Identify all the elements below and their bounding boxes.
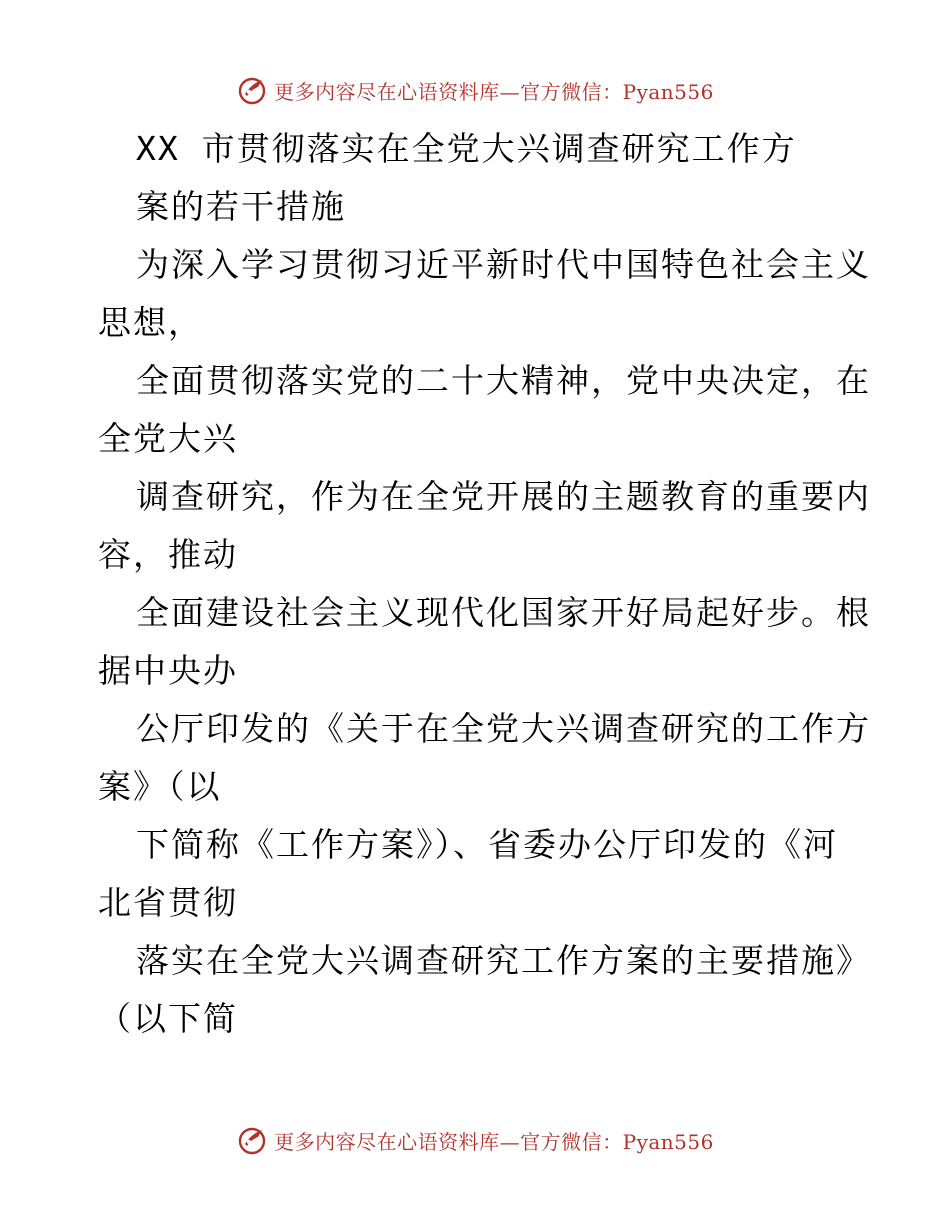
document-text-line: 为深入学习贯彻习近平新时代中国特色社会主义 xyxy=(136,245,871,284)
document-text-line: 案》（以 xyxy=(98,767,222,806)
document-text-line: 北省贯彻 xyxy=(98,883,238,922)
document-text-line: （以下简 xyxy=(98,999,238,1038)
document-text-line: 容，推动 xyxy=(98,535,238,574)
document-text-line: 全党大兴 xyxy=(98,419,238,458)
document-text-line: 案的若干措施 xyxy=(136,187,346,226)
document-text-line: 下简称《工作方案》）、省委办公厅印发的《河 xyxy=(136,825,838,864)
document-text-line: 全面贯彻落实党的二十大精神，党中央决定，在 xyxy=(136,361,871,400)
document-body xyxy=(98,120,871,1048)
header-banner-text: 更多内容尽在心语资料库—官方微信：Pyan556 xyxy=(274,79,714,104)
document-text-line: 据中央办 xyxy=(98,651,238,690)
header-banner xyxy=(0,70,950,110)
document-text-line: 全面建设社会主义现代化国家开好局起好步。根 xyxy=(136,593,871,632)
footer-banner xyxy=(0,1120,950,1160)
document-text-line: XX 市贯彻落实在全党大兴调查研究工作方 xyxy=(136,129,797,168)
document-text-line: 落实在全党大兴调查研究工作方案的主要措施》 xyxy=(136,941,871,980)
document-text-line: 思想， xyxy=(98,303,203,342)
document-text-line: 调查研究，作为在全党开展的主题教育的重要内 xyxy=(136,477,871,516)
document-text-line: 公厅印发的《关于在全党大兴调查研究的工作方 xyxy=(136,709,871,748)
pen-logo-icon xyxy=(236,74,268,106)
footer-banner-text: 更多内容尽在心语资料库—官方微信：Pyan556 xyxy=(274,1129,714,1154)
pen-logo-icon xyxy=(236,1124,268,1156)
